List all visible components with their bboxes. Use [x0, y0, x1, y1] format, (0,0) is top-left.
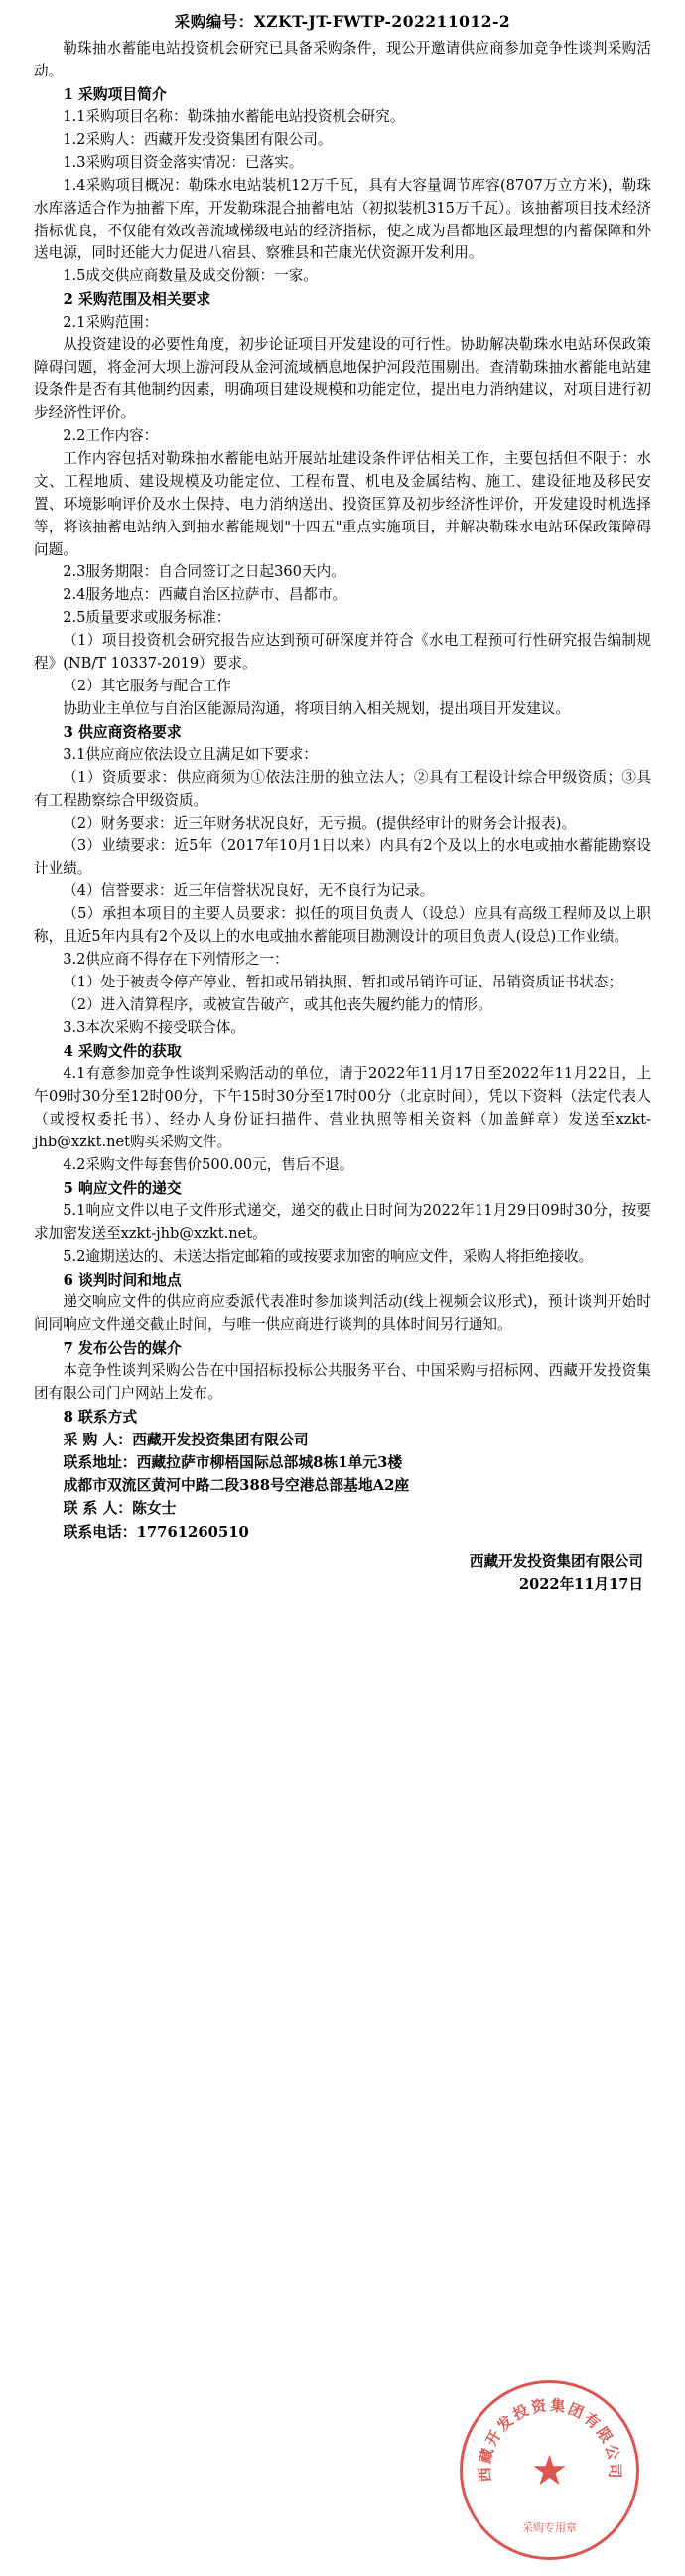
section-2-item-10: 协助业主单位与自治区能源局沟通，将项目纳入相关规划，提出项目开发建议。 [63, 699, 570, 717]
section-3-item-3: （2）财务要求：近三年财务状况良好，无亏损。(提供经审计的财务会计报表)。 [63, 814, 577, 832]
section-5-item-2: 5.2逾期送达的、未送达指定邮箱的或按要求加密的响应文件，采购人将拒绝接收。 [63, 1247, 594, 1265]
section-3-item-6: （5）承担本项目的主要人员要求：拟任的项目负责人（设总）应具有高级工程师及以上职称，且近5年内具有2个及以上的水电或抽水蓄能项目勘测设计的项目负责人(设总)工作业绩。 [34, 905, 651, 946]
section-7-item-1: 本竞争性谈判采购公告在中国招标投标公共服务平台、中国采购与招标网、西藏开发投资集团有限公司门户网站上发布。 [34, 1361, 651, 1402]
contact-phone: 联系电话：17761260510 [63, 1523, 249, 1541]
section-2-item-1: 2.1采购范围： [63, 313, 159, 331]
section-heading-2: 2 采购范围及相关要求 [63, 291, 211, 309]
section-4-item-1: 4.1有意参加竞争性谈判采购活动的单位，请于2022年11月17日至2022年11月22日，上午09时30分至12时00分，下午15时30分至17时00分（北京时间），凭以下资料（法定代表人（或授权委托书）、经办人身份证扫描件、营业执照等相关资料（加盖鲜章）发送至xzkt-jhb@xzkt.net购买采购文件。 [34, 1065, 651, 1150]
contact-address-secondary: 成都市双流区黄河中路二段388号空港总部基地A2座 [63, 1477, 410, 1495]
contact-purchaser: 采 购 人：西藏开发投资集团有限公司 [63, 1431, 309, 1448]
section-3-item-7: 3.2供应商不得存在下列情形之一： [63, 951, 289, 969]
section-1-item-4: 1.4采购项目概况：勒珠水电站装机12万千瓦，具有大容量调节库容(8707万立方米)，勒珠水库落适合作为抽蓄下库，开发勒珠混合抽蓄电站（初拟装机315万千瓦）。该抽蓄项目技术经济指标优良，不仅能有效改善流域梯级电站的经济指标，使之成为昌都地区最理想的内蓄保障和外送电源，同时还能大力促进八宿县、察雅县和芒康光伏资源开发利用。 [34, 176, 651, 262]
section-2-item-3: 2.2工作内容： [63, 427, 159, 445]
section-4-item-2: 4.2采购文件每套售价500.00元，售后不退。 [63, 1155, 354, 1173]
signature-block [34, 1550, 651, 1596]
section-2-item-2: 从投资建设的必要性角度，初步论证项目开发建设的可行性。协助解决勒珠水电站环保政策障碍问题，将金河大坝上游河段从金河流域栖息地保护河段范围剔出。查清勒珠抽水蓄能电站建设条件是否有其他制约因素，明确项目建设规模和功能定位，提出电力消纳建议，对项目进行初步经济性评价。 [34, 336, 651, 422]
seal-star-icon: ★ [530, 2445, 569, 2495]
section-heading-8: 8 联系方式 [63, 1408, 138, 1426]
document-number: 采购编号：XZKT-JT-FWTP-202211012-2 [174, 12, 511, 31]
section-heading-7: 7 发布公告的媒介 [63, 1339, 182, 1357]
section-3-item-4: （3）业绩要求：近5年（2017年10月1日以来）内具有2个及以上的水电或抽水蓄能勘察设计业绩。 [34, 836, 651, 877]
section-2-item-7: 2.5质量要求或服务标准： [63, 609, 231, 627]
section-3-item-1: 3.1供应商应依法设立且满足如下要求： [63, 746, 318, 764]
signature-date: 2022年11月17日 [518, 1576, 643, 1593]
intro-paragraph: 勒珠抽水蓄能电站投资机会研究已具备采购条件，现公开邀请供应商参加竞争性谈判采购活动。 [34, 40, 651, 79]
contact-person: 联 系 人：陈女士 [63, 1500, 177, 1518]
section-3-item-10: 3.3本次采购不接受联合体。 [63, 1018, 245, 1036]
section-heading-6: 6 谈判时间和地点 [63, 1271, 182, 1288]
section-heading-1: 1 采购项目简介 [63, 85, 167, 103]
section-2-item-4: 工作内容包括对勒珠抽水蓄能电站开展站址建设条件评估相关工作，主要包括但不限于：水文、工程地质、建设规模及功能定位、工程布置、机电及金属结构、施工、建设征地及移民安置、环境影响评价及水土保持、电力消纳送出、投资匡算及初步经济性评价，开发建设时机选择等，将该抽蓄电站纳入到抽水蓄能规划"十四五"重点实施项目，并解决勒珠水电站环保政策障碍问题。 [34, 449, 651, 558]
seal-top-text: 西 藏 开 发 投 资 集 团 有 限 公 司 [475, 2395, 623, 2483]
section-2-item-8: （1）项目投资机会研究报告应达到预可研深度并符合《水电工程预可行性研究报告编制规程》(NB/T 10337-2019）要求。 [34, 632, 651, 673]
section-1-item-1: 1.1采购项目名称：勒珠抽水蓄能电站投资机会研究。 [63, 108, 405, 126]
section-heading-5: 5 响应文件的递交 [63, 1179, 182, 1197]
section-1-item-3: 1.3采购项目资金落实情况：已落实。 [63, 153, 304, 171]
section-1-item-2: 1.2采购人：西藏开发投资集团有限公司。 [63, 130, 333, 148]
section-3-item-2: （1）资质要求：供应商须为①依法注册的独立法人；②具有工程设计综合甲级资质；③具有工程勘察综合甲级资质。 [34, 768, 651, 809]
section-1-item-5: 1.5成交供应商数量及成交份额：一家。 [63, 267, 318, 285]
section-2-item-6: 2.4服务地点：西藏自治区拉萨市、昌都市。 [63, 586, 347, 604]
section-heading-3: 3 供应商资格要求 [63, 723, 182, 741]
section-3-item-5: （4）信誉要求：近三年信誉状况良好，无不良行为记录。 [63, 882, 435, 900]
section-heading-4: 4 采购文件的获取 [63, 1042, 182, 1060]
section-6-item-1: 递交响应文件的供应商应委派代表准时参加谈判活动(线上视频会议形式)，预计谈判开始时间同响应文件递交截止时间，与唯一供应商进行谈判的具体时间另行通知。 [34, 1292, 651, 1333]
section-3-item-9: （2）进入清算程序，或被宣告破产，或其他丧失履约能力的情形。 [63, 996, 492, 1013]
company-seal [460, 2380, 639, 2560]
contact-address: 联系地址：西藏拉萨市柳梧国际总部城8栋1单元3楼 [63, 1454, 403, 1471]
section-5-item-1: 5.1响应文件以电子文件形式递交，递交的截止日时间为2022年11月29日09时30分，按要求加密发送至xzkt-jhb@xzkt.net。 [34, 1201, 651, 1242]
signature-company: 西藏开发投资集团有限公司 [469, 1552, 643, 1570]
section-3-item-8: （1）处于被责令停产停业、暂扣或吊销执照、暂扣或吊销许可证、吊销资质证书状态； [63, 974, 623, 991]
section-2-item-9: （2）其它服务与配合工作 [63, 678, 232, 694]
section-2-item-5: 2.3服务期限：自合同签订之日起360天内。 [63, 563, 345, 581]
seal-bottom-text: 采购专用章 [522, 2521, 577, 2534]
